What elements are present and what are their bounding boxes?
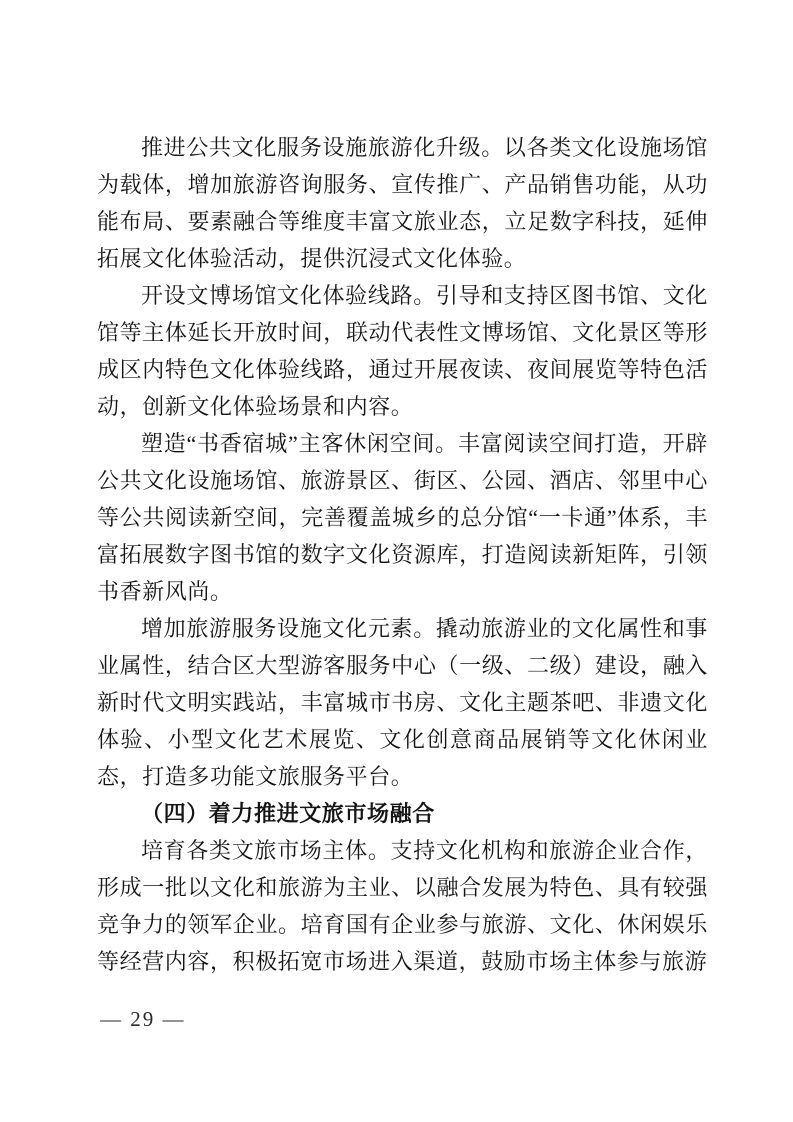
paragraph-reading-city-space: 塑造“书香宿城”主客休闲空间。丰富阅读空间打造，开辟公共文化设施场馆、旅游景区、街区、公园、酒店、邻里中心等公共阅读新空间，完善覆盖城乡的总分馆“一卡通”体系，丰富拓展数字图书馆的数字文化资源库，打造阅读新矩阵，引领书香新风尚。 [97, 431, 708, 604]
paragraph-tourism-service-culture: 增加旅游服务设施文化元素。撬动旅游业的文化属性和事业属性，结合区大型游客服务中心（一级、二级）建设，融入新时代文明实践站，丰富城市书房、文化主题茶吧、非遗文化体验、小型文化艺术展览、文化创意商品展销等文化休闲业态，打造多功能文旅服务平台。 [97, 616, 708, 789]
document-body [97, 129, 708, 980]
paragraph-public-culture-facilities: 推进公共文化服务设施旅游化升级。以各类文化设施场馆为载体，增加旅游咨询服务、宣传推广、产品销售功能，从功能布局、要素融合等维度丰富文旅业态，立足数字科技，延伸拓展文化体验活动，提供沉浸式文化体验。 [97, 135, 708, 271]
paragraph-museum-experience-routes: 开设文博场馆文化体验线路。引导和支持区图书馆、文化馆等主体延长开放时间，联动代表性文博场馆、文化景区等形成区内特色文化体验线路，通过开展夜读、夜间展览等特色活动，创新文化体验场景和内容。 [97, 283, 708, 419]
paragraph-market-entities: 培育各类文旅市场主体。支持文化机构和旅游企业合作，形成一批以文化和旅游为主业、以融合发展为特色、具有较强竞争力的领军企业。培育国有企业参与旅游、文化、休闲娱乐等经营内容，积极拓宽市场进入渠道，鼓励市场主体参与旅游 [97, 838, 708, 974]
section-heading-market-integration: （四）着力推进文旅市场融合 [141, 801, 435, 826]
page-number: — 29 — [100, 1007, 186, 1031]
